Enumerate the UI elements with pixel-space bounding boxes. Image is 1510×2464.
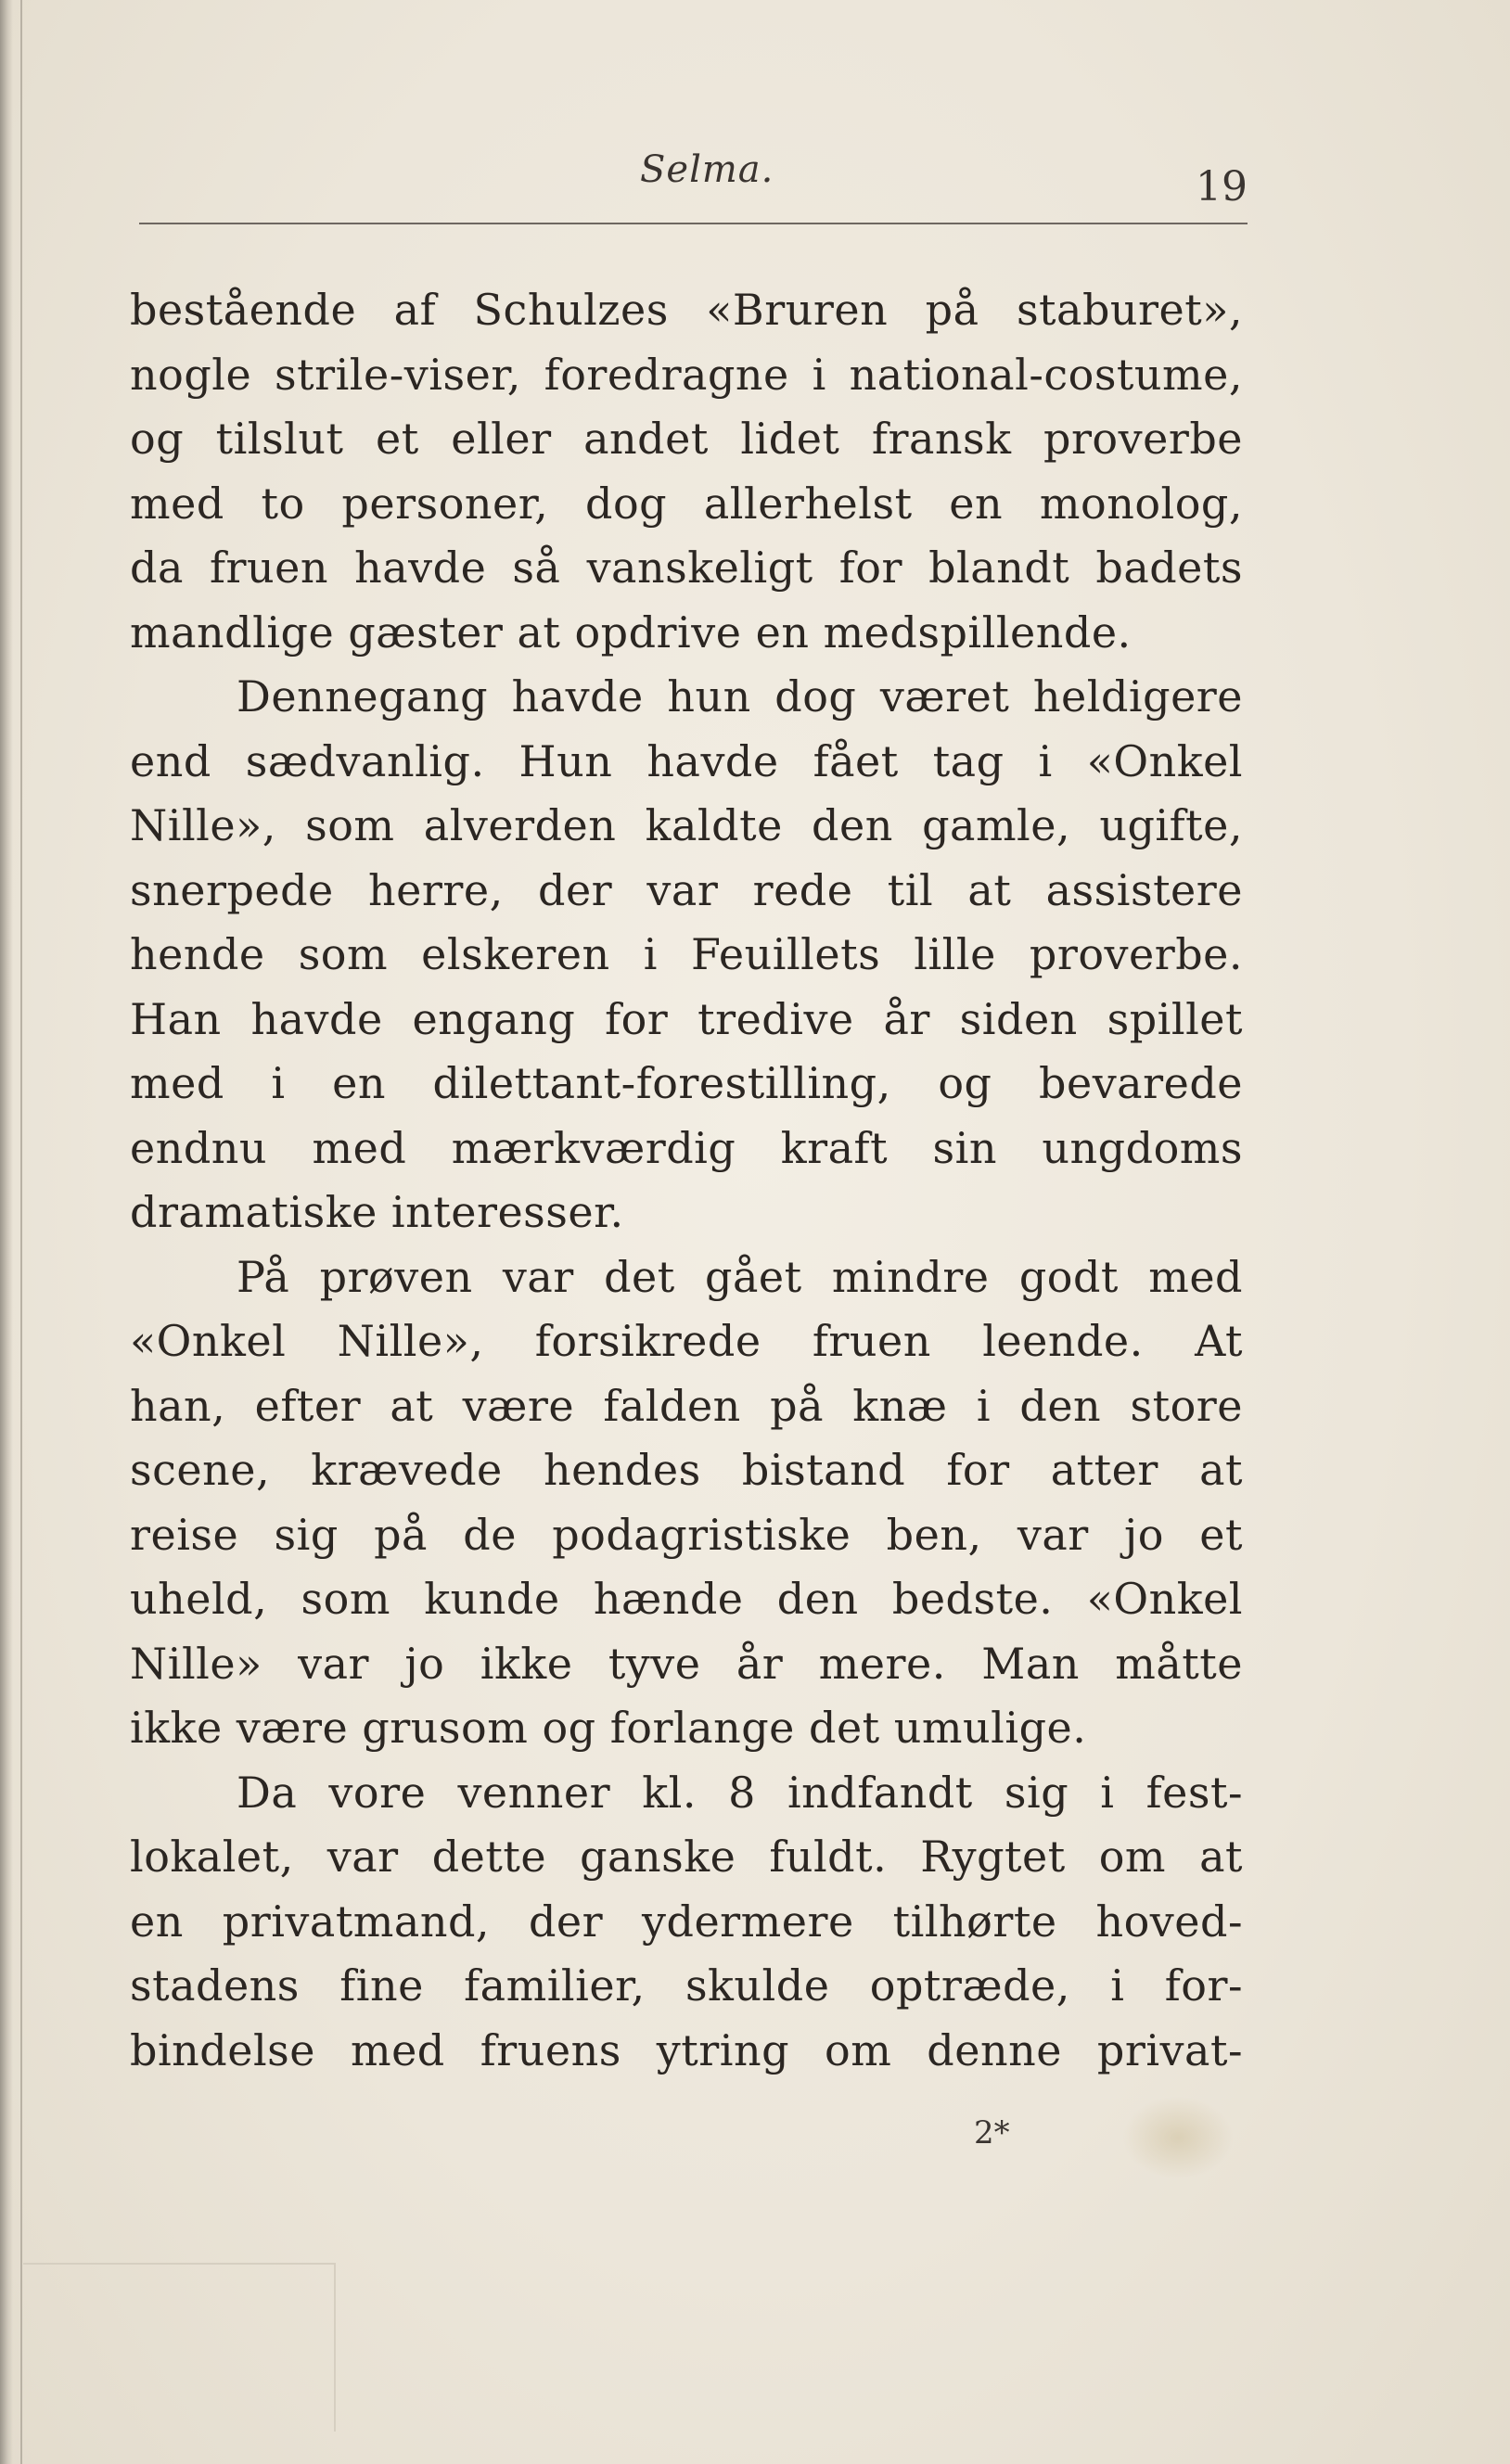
paragraph — [130, 278, 1243, 665]
text-line: ikke være grusom og forlange det umulige. — [130, 1703, 1087, 1753]
paragraph — [130, 1761, 1243, 2084]
text-line: bindelse med fruens ytring om denne privat- — [130, 2024, 1243, 2075]
text-line: med to personer, dog allerhelst en monolog, — [130, 478, 1243, 529]
page-header — [139, 147, 1248, 230]
text-line: en privatmand, der ydermere tilhørte hoved- — [130, 1896, 1243, 1947]
paper-stain — [1122, 2096, 1234, 2179]
text-line: dramatiske interesser. — [130, 1187, 624, 1237]
text-line: bestående af Schulzes «Bruren på staburet», — [130, 285, 1243, 335]
signature-mark: 2* — [974, 2114, 1010, 2151]
text-line: Dennegang havde hun dog været heldigere — [237, 671, 1243, 721]
running-head: Selma. — [640, 148, 774, 191]
text-line: med i en dilettant-forestilling, og bevarede — [130, 1058, 1243, 1108]
body-text — [130, 278, 1243, 2083]
text-line: nogle strile-viser, foredragne i national-costume, — [130, 349, 1243, 400]
binding-edge — [0, 0, 13, 2464]
paragraph — [130, 1245, 1243, 1761]
text-line: endnu med mærkværdig kraft sin ungdoms — [130, 1122, 1243, 1173]
header-rule — [139, 223, 1248, 224]
paragraph — [130, 665, 1243, 1245]
text-line: scene, krævede hendes bistand for atter at — [130, 1445, 1243, 1495]
text-line: han, efter at være falden på knæ i den store — [130, 1380, 1243, 1431]
text-line: mandlige gæster at opdrive en medspillende. — [130, 606, 1132, 657]
binding-line — [20, 0, 22, 2464]
text-line: hende som elskeren i Feuillets lille proverbe. — [130, 929, 1243, 979]
page-number: 19 — [1196, 163, 1248, 211]
text-line: end sædvanlig. Hun havde fået tag i «Onkel — [130, 735, 1243, 786]
text-line: og tilslut et eller andet lidet fransk proverbe — [130, 414, 1243, 464]
text-line: lokalet, var dette ganske fuldt. Rygtet om at — [130, 1832, 1243, 1882]
text-line: stadens fine familier, skulde optræde, i for- — [130, 1960, 1243, 2011]
text-line: «Onkel Nille», forsikrede fruen leende. At — [130, 1316, 1243, 1366]
text-line: Nille» var jo ikke tyve år mere. Man måtte — [130, 1638, 1243, 1689]
text-line: uheld, som kunde hænde den bedste. «Onkel — [130, 1574, 1243, 1624]
text-line: Han havde engang for tredive år siden spillet — [130, 993, 1243, 1044]
text-line: På prøven var det gået mindre godt med — [237, 1251, 1243, 1302]
text-line: snerpede herre, der var rede til at assistere — [130, 864, 1243, 915]
text-line: Da vore venner kl. 8 indfandt sig i fest- — [237, 1767, 1243, 1818]
text-line: Nille», som alverden kaldte den gamle, ugifte, — [130, 800, 1243, 850]
text-line: da fruen havde så vanskeligt for blandt badets — [130, 543, 1243, 593]
corner-mark — [23, 2263, 336, 2432]
text-line: reise sig på de podagristiske ben, var jo et — [130, 1509, 1243, 1560]
